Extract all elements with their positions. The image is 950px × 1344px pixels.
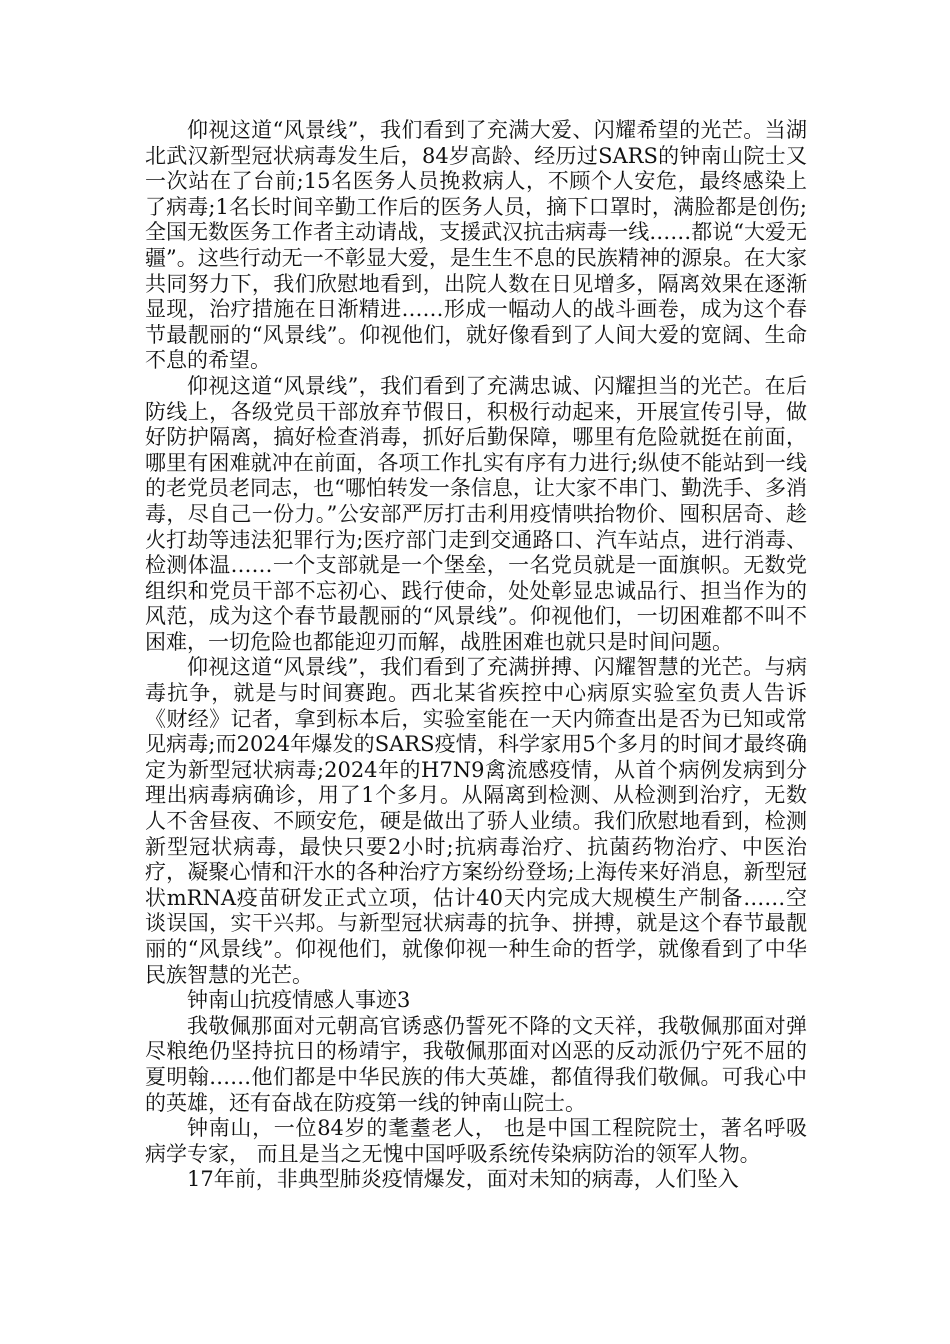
paragraph-heroes: 我敬佩那面对元朝高官诱惑仍誓死不降的文天祥，我敬佩那面对弹尽粮绝仍坚持抗日的杨靖宇，我敬佩那面对凶恶的反动派仍宁死不屈的夏明翰……他们都是中华民族的伟大英雄，都值得我们敬佩。可我心中的英雄，还有奋战在防疫第一线的钟南山院士。	[145, 1013, 807, 1115]
section-heading: 钟南山抗疫情感人事迹3	[187, 988, 411, 1013]
paragraph-wisdom: 仰视这道“风景线”，我们看到了充满拼搏、闪耀智慧的光芒。与病毒抗争，就是与时间赛跑。西北某省疾控中心病原实验室负责人告诉《财经》记者，拿到标本后，实验室能在一天内筛查出是否为已知或常见病毒;而2024年爆发的SARS疫情，科学家用5个多月的时间才最终确定为新型冠状病毒;2024年的H7N9禽流感疫情，从首个病例发病到分理出病毒病确诊，用了1个多月。从隔离到检测、从检测到治疗，无数人不舍昼夜、不顾安危，硬是做出了骄人业绩。我们欣慰地看到，检测新型冠状病毒，最快只要2小时;抗病毒治疗、抗菌药物治疗、中医治疗，凝聚心情和汗水的各种治疗方案纷纷登场;上海传来好消息，新型冠状mRNA疫苗研发正式立项，估计40天内完成大规模生产制备……空谈误国，实干兴邦。与新型冠状病毒的抗争、拼搏，就是这个春节最靓丽的“风景线”。仰视他们，就像仰视一种生命的哲学，就像看到了中华民族智慧的光芒。	[145, 655, 807, 987]
paragraph-zhong-nanshan: 钟南山，一位84岁的耄耋老人， 也是中国工程院院士，著名呼吸病学专家， 而且是当之无愧中国呼吸系统传染病防治的领军人物。	[145, 1116, 807, 1166]
document-page	[145, 118, 807, 1193]
paragraph-sars: 17年前，非典型肺炎疫情爆发，面对未知的病毒，人们坠入	[187, 1167, 739, 1192]
paragraph-loyalty: 仰视这道“风景线”，我们看到了充满忠诚、闪耀担当的光芒。在后防线上，各级党员干部放弃节假日，积极行动起来，开展宣传引导，做好防护隔离，搞好检查消毒，抓好后勤保障，哪里有危险就挺在前面，哪里有困难就冲在前面，各项工作扎实有序有力进行;纵使不能站到一线的老党员老同志，也“哪怕转发一条信息，让大家不串门、勤洗手、多消毒，尽自己一份力。”公安部严厉打击利用疫情哄抬物价、囤积居奇、趁火打劫等违法犯罪行为;医疗部门走到交通路口、汽车站点，进行消毒、检测体温……一个支部就是一个堡垒，一名党员就是一面旗帜。无数党组织和党员干部不忘初心、践行使命，处处彰显忠诚品行、担当作为的风范，成为这个春节最靓丽的“风景线”。仰视他们，一切困难都不叫不困难，一切危险也都能迎刃而解，战胜困难也就只是时间问题。	[145, 373, 807, 654]
paragraph-love: 仰视这道“风景线”，我们看到了充满大爱、闪耀希望的光芒。当湖北武汉新型冠状病毒发生后，84岁高龄、经历过SARS的钟南山院士又一次站在了台前;15名医务人员挽救病人，不顾个人安危，最终感染上了病毒;1名长时间辛勤工作后的医务人员，摘下口罩时，满脸都是创伤;全国无数医务工作者主动请战，支援武汉抗击病毒一线……都说“大爱无疆”。这些行动无一不彰显大爱，是生生不息的民族精神的源泉。在大家共同努力下，我们欣慰地看到，出院人数在日见增多，隔离效果在逐渐显现，治疗措施在日渐精进……形成一幅动人的战斗画卷，成为这个春节最靓丽的“风景线”。仰视他们，就好像看到了人间大爱的宽阔、生命不息的希望。	[145, 118, 807, 373]
